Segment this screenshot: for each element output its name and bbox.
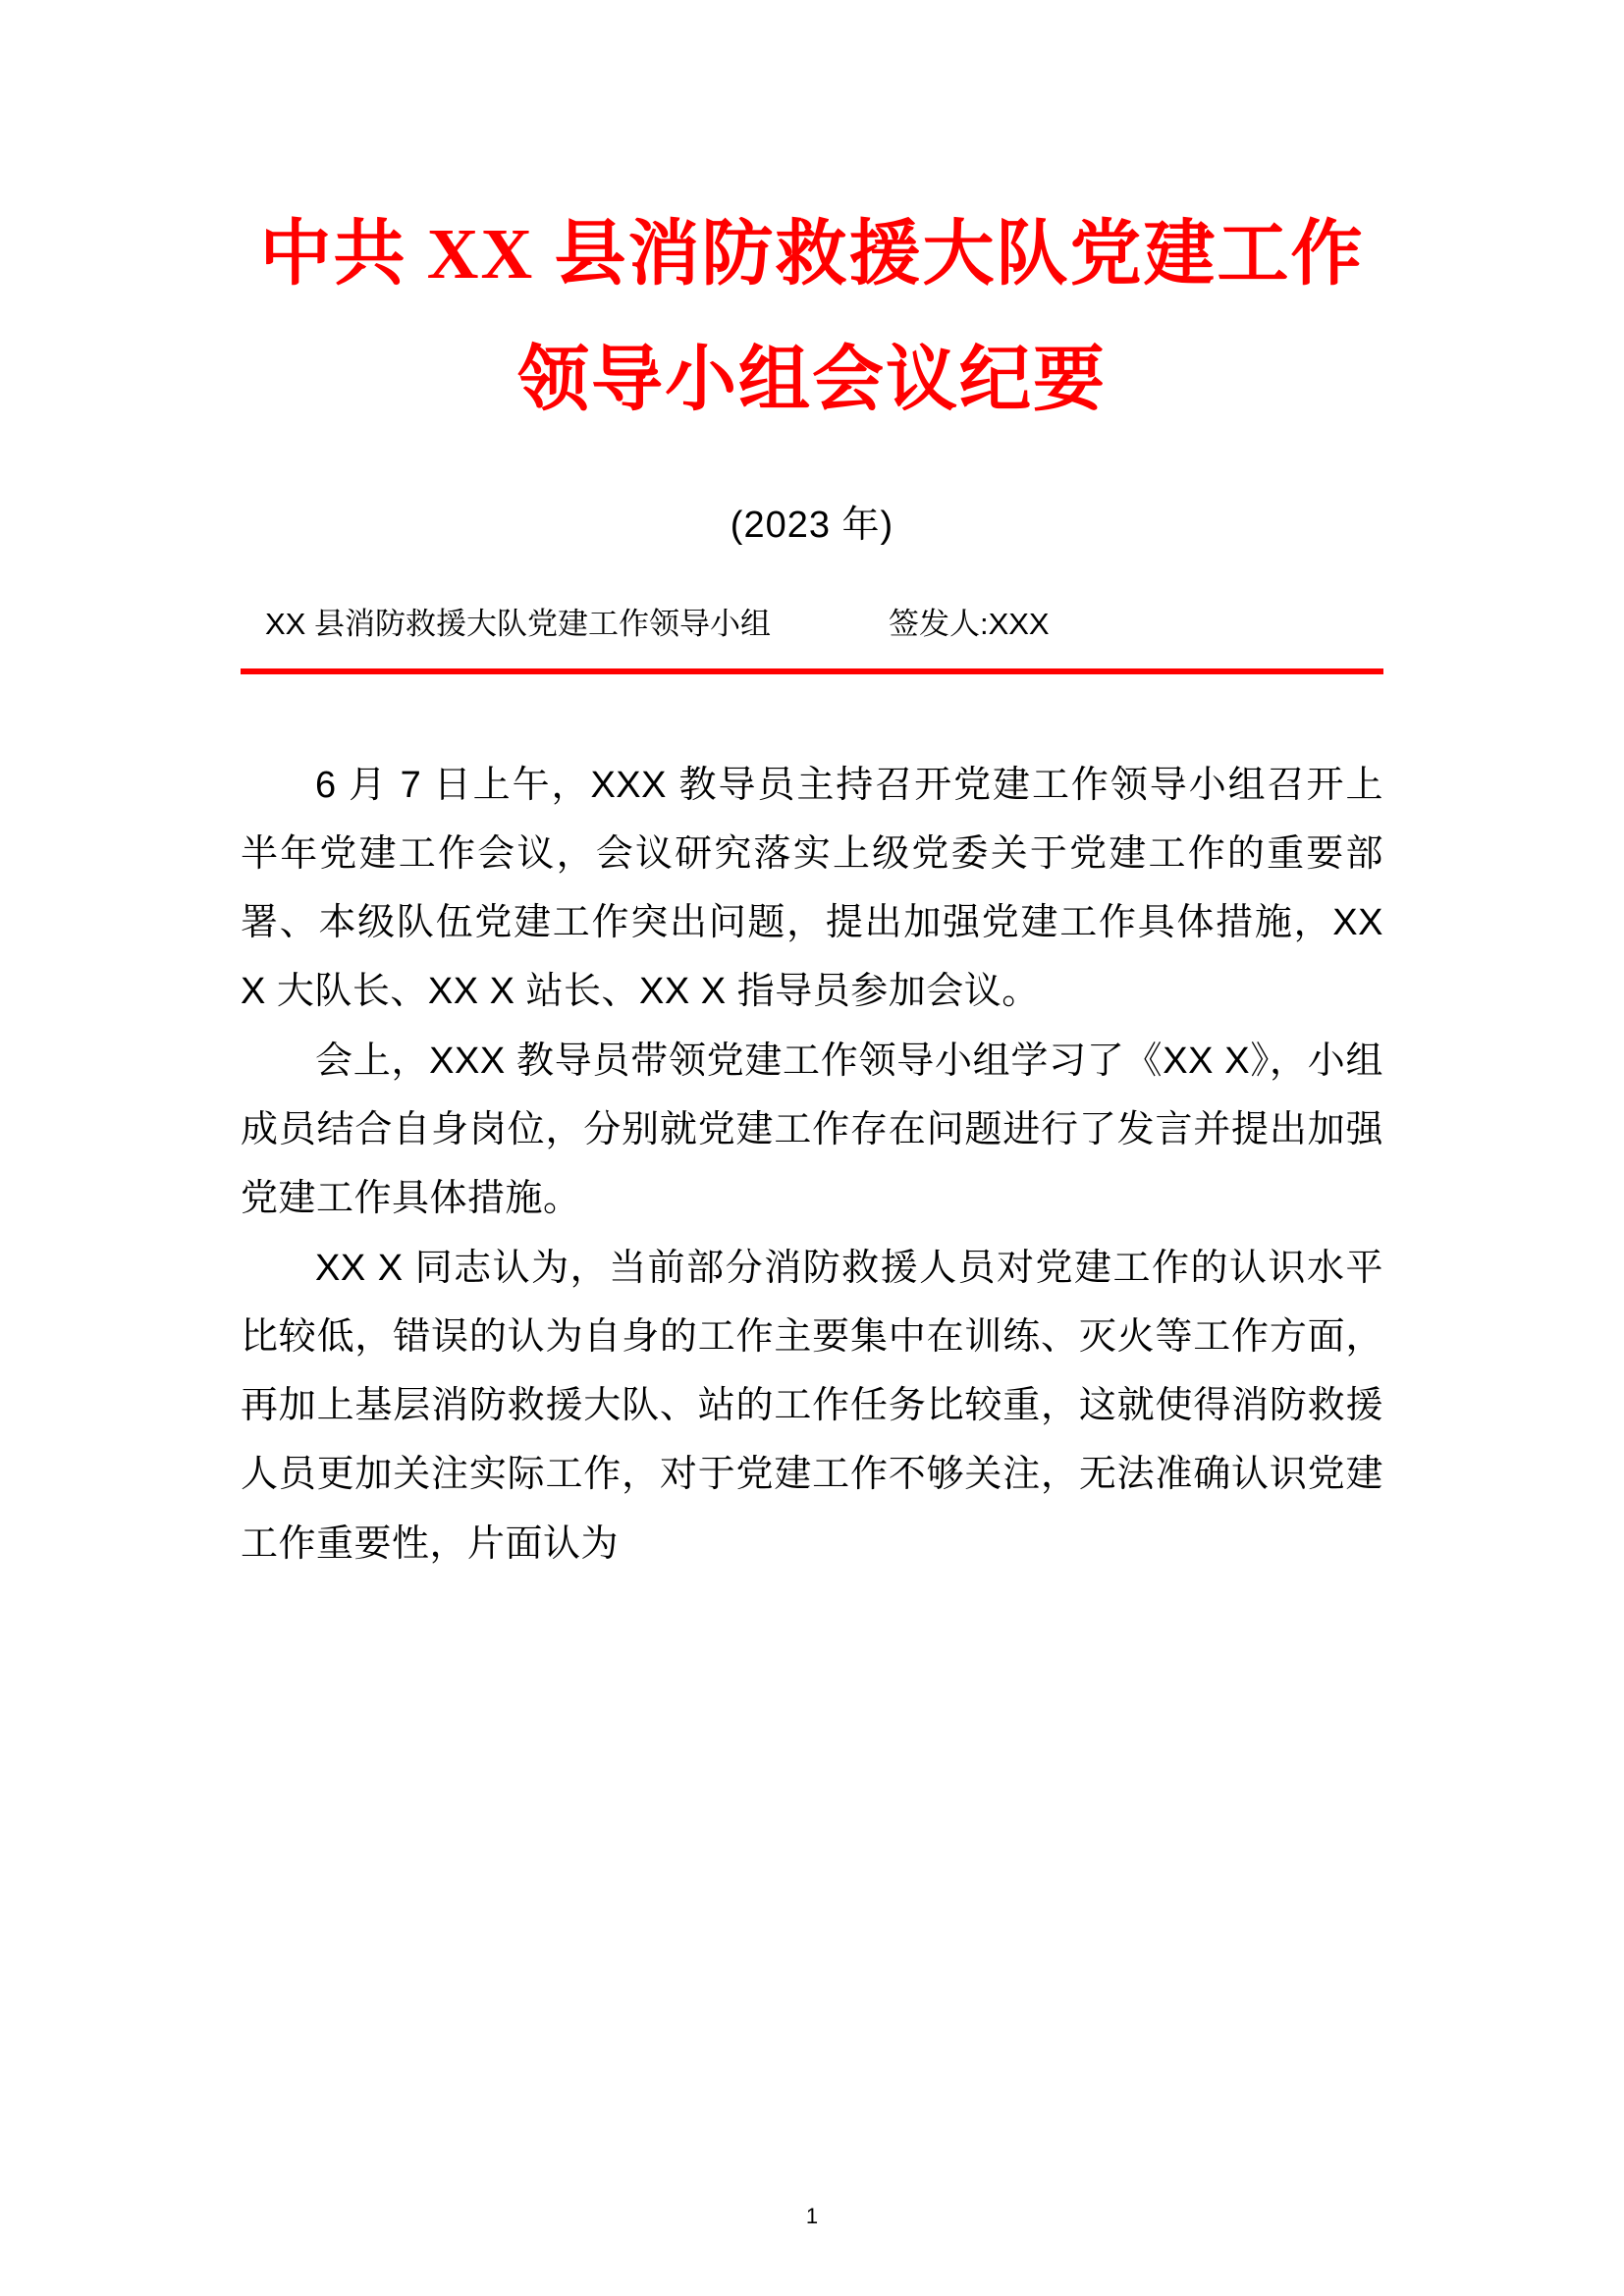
issuer-row [241, 599, 1383, 643]
document-body [241, 751, 1383, 1579]
document-subtitle: (2023 年) [730, 504, 894, 546]
document-title: 中共 XX 县消防救援大队党建工作领导小组会议纪要 [259, 214, 1365, 419]
body-paragraph: 6 月 7 日上午，XXX 教导员主持召开党建工作领导小组召开上半年党建工作会议，会议研究落实上级党委关于党建工作的重要部署、本级队伍党建工作突出问题，提出加强党建工作具体措施，XX X 大队长、XX X 站长、XX X 指导员参加会议。 [241, 764, 1383, 1013]
body-paragraph: XX X 同志认为，当前部分消防救援人员对党建工作的认识水平比较低，错误的认为自身的工作主要集中在训练、灭火等工作方面，再加上基层消防救援大队、站的工作任务比较重，这就使得消防救援人员更加关注实际工作，对于党建工作不够关注，无法准确认识党建工作重要性，片面认为 [241, 1247, 1383, 1565]
issuing-organization: XX 县消防救援大队党建工作领导小组 [265, 606, 771, 641]
signer-label: 签发人:XXX [888, 606, 1050, 641]
page-number: 1 [805, 2204, 819, 2228]
red-divider-rule [241, 668, 1383, 674]
body-paragraph: 会上，XXX 教导员带领党建工作领导小组学习了《XX X》，小组成员结合自身岗位，分别就党建工作存在问题进行了发言并提出加强党建工作具体措施。 [241, 1040, 1383, 1220]
